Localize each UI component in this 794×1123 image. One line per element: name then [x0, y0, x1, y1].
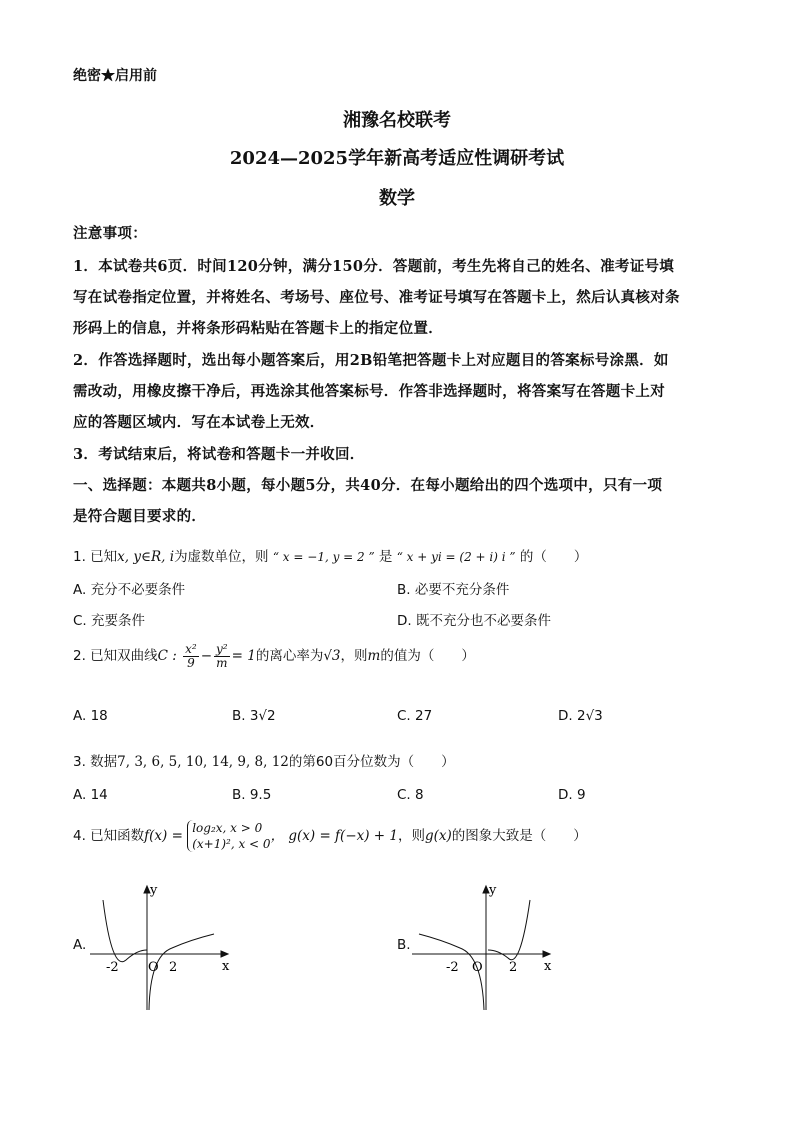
- q2-equals: = 1: [231, 648, 256, 665]
- question-4: [73, 820, 587, 852]
- x-axis-label: x: [544, 959, 552, 974]
- q2-suffix: 的值为（ ）: [380, 648, 475, 665]
- q4-graph-a: [90, 880, 240, 1015]
- origin-label: O: [472, 960, 483, 975]
- x-axis-arrow: [221, 951, 228, 957]
- q4-prefix: 4. 已知函数: [73, 828, 145, 845]
- question-3: [73, 750, 455, 770]
- q1-statement-1: “ x = −1, y = 2 ”: [272, 550, 375, 564]
- x-axis-arrow: [543, 951, 550, 957]
- q4-g-definition: ， g(x) = f(−x) + 1: [270, 828, 398, 845]
- q3-option-b: B. 9.5: [232, 787, 272, 803]
- curve-left: [103, 900, 147, 962]
- q3-option-a: A. 14: [73, 787, 108, 803]
- tick-label-neg2: -2: [446, 960, 459, 975]
- q4-graph-b: [412, 880, 562, 1015]
- q2-option-c: C. 27: [397, 708, 433, 724]
- notice-line: 写在试卷指定位置，并将姓名、考场号、座位号、准考证号填写在答题卡上，然后认真核对条: [73, 289, 680, 306]
- tick-label-2: 2: [509, 960, 518, 975]
- notice-heading: 注意事项：: [73, 225, 147, 242]
- notice-line: 2．作答选择题时，选出每小题答案后，用2B铅笔把答题卡上对应题目的答案标号涂黑．如: [73, 352, 669, 369]
- q2-mid: 的离心率为: [255, 648, 324, 665]
- curve-right: [488, 900, 530, 960]
- q4-piecewise: log₂x, x > 0 (x+1)², x < 0: [187, 820, 270, 852]
- q4-gx: g(x): [425, 828, 452, 845]
- q1-option-d: D. 既不充分也不必要条件: [397, 613, 551, 629]
- exam-title: 2024—2025学年新高考适应性调研考试: [229, 148, 565, 169]
- question-2: [73, 643, 475, 669]
- notice-line: 1．本试卷共6页．时间120分钟，满分150分．答题前，考生先将自己的姓名、准考证号填: [73, 258, 675, 275]
- tick-label-2: 2: [169, 960, 178, 975]
- q2-eccentricity: √3: [323, 648, 341, 665]
- q3-option-c: C. 8: [397, 787, 424, 803]
- q4-option-b-label: B.: [397, 937, 411, 953]
- q1-option-c: C. 充要条件: [73, 613, 146, 629]
- q4-mid: ，则: [398, 828, 425, 845]
- q2-curve-name: C :: [157, 648, 177, 665]
- q2-prefix: 2. 已知双曲线: [73, 648, 158, 665]
- y-axis-label: y: [150, 883, 158, 898]
- q1-prefix: 1. 已知: [73, 549, 118, 565]
- q1-is: 是: [378, 549, 393, 565]
- q2-fraction-x: $\frac{\text{x²}}{9}$: [185, 642, 197, 670]
- y-axis-label: y: [489, 883, 497, 898]
- notice-line: 需改动，用橡皮擦干净后，再选涂其他答案标号．作答非选择题时，将答案写在答题卡上对: [73, 383, 665, 400]
- q2-m: m: [367, 648, 381, 665]
- q3-suffix: 的第60百分位数为（ ）: [288, 754, 455, 770]
- curve-right: [149, 934, 214, 1010]
- q4-suffix: 的图象大致是（ ）: [451, 828, 587, 845]
- q3-option-d: D. 9: [558, 787, 586, 803]
- section-heading-cont: 是符合题目要求的．: [73, 508, 207, 525]
- q3-prefix: 3. 数据: [73, 754, 118, 770]
- tick-label-neg2: -2: [106, 960, 119, 975]
- question-1: [73, 545, 587, 565]
- x-axis-label: x: [222, 959, 230, 974]
- q1-suffix: 的（ ）: [519, 549, 588, 565]
- section-heading: 一、选择题：本题共8小题，每小题5分，共40分．在每小题给出的四个选项中，只有一项: [73, 477, 663, 494]
- origin-label: O: [148, 960, 159, 975]
- exam-organizer-title: 湘豫名校联考: [343, 110, 451, 131]
- confidential-label: 绝密★启用前: [73, 68, 157, 84]
- q1-statement-2: “ x + yi = (2 + i) i ”: [396, 550, 516, 564]
- q1-condition: x, y∈R, i: [117, 549, 175, 565]
- q2-fraction-y: $\frac{\text{y²}}{m}$: [216, 642, 228, 670]
- notice-line: 形码上的信息，并将条形码粘贴在答题卡上的指定位置．: [73, 320, 443, 337]
- q2-then: ，则: [340, 648, 368, 665]
- q2-option-b: B. 3√2: [232, 708, 276, 724]
- notice-line: 3．考试结束后，将试卷和答题卡一并收回．: [73, 446, 365, 463]
- notice-line: 应的答题区域内．写在本试卷上无效．: [73, 414, 325, 431]
- q4-fx: f(x) =: [144, 828, 183, 845]
- q2-minus: −: [200, 648, 213, 665]
- q1-mid: 为虚数单位，则: [174, 549, 269, 565]
- q1-option-b: B. 必要不充分条件: [397, 582, 510, 598]
- subject-title: 数学: [379, 188, 415, 209]
- q3-data: 7, 3, 6, 5, 10, 14, 9, 8, 12: [117, 754, 289, 770]
- q4-option-a-label: A.: [73, 937, 87, 953]
- q2-option-a: A. 18: [73, 708, 108, 724]
- q1-option-a: A. 充分不必要条件: [73, 582, 186, 598]
- q2-option-d: D. 2√3: [558, 708, 603, 724]
